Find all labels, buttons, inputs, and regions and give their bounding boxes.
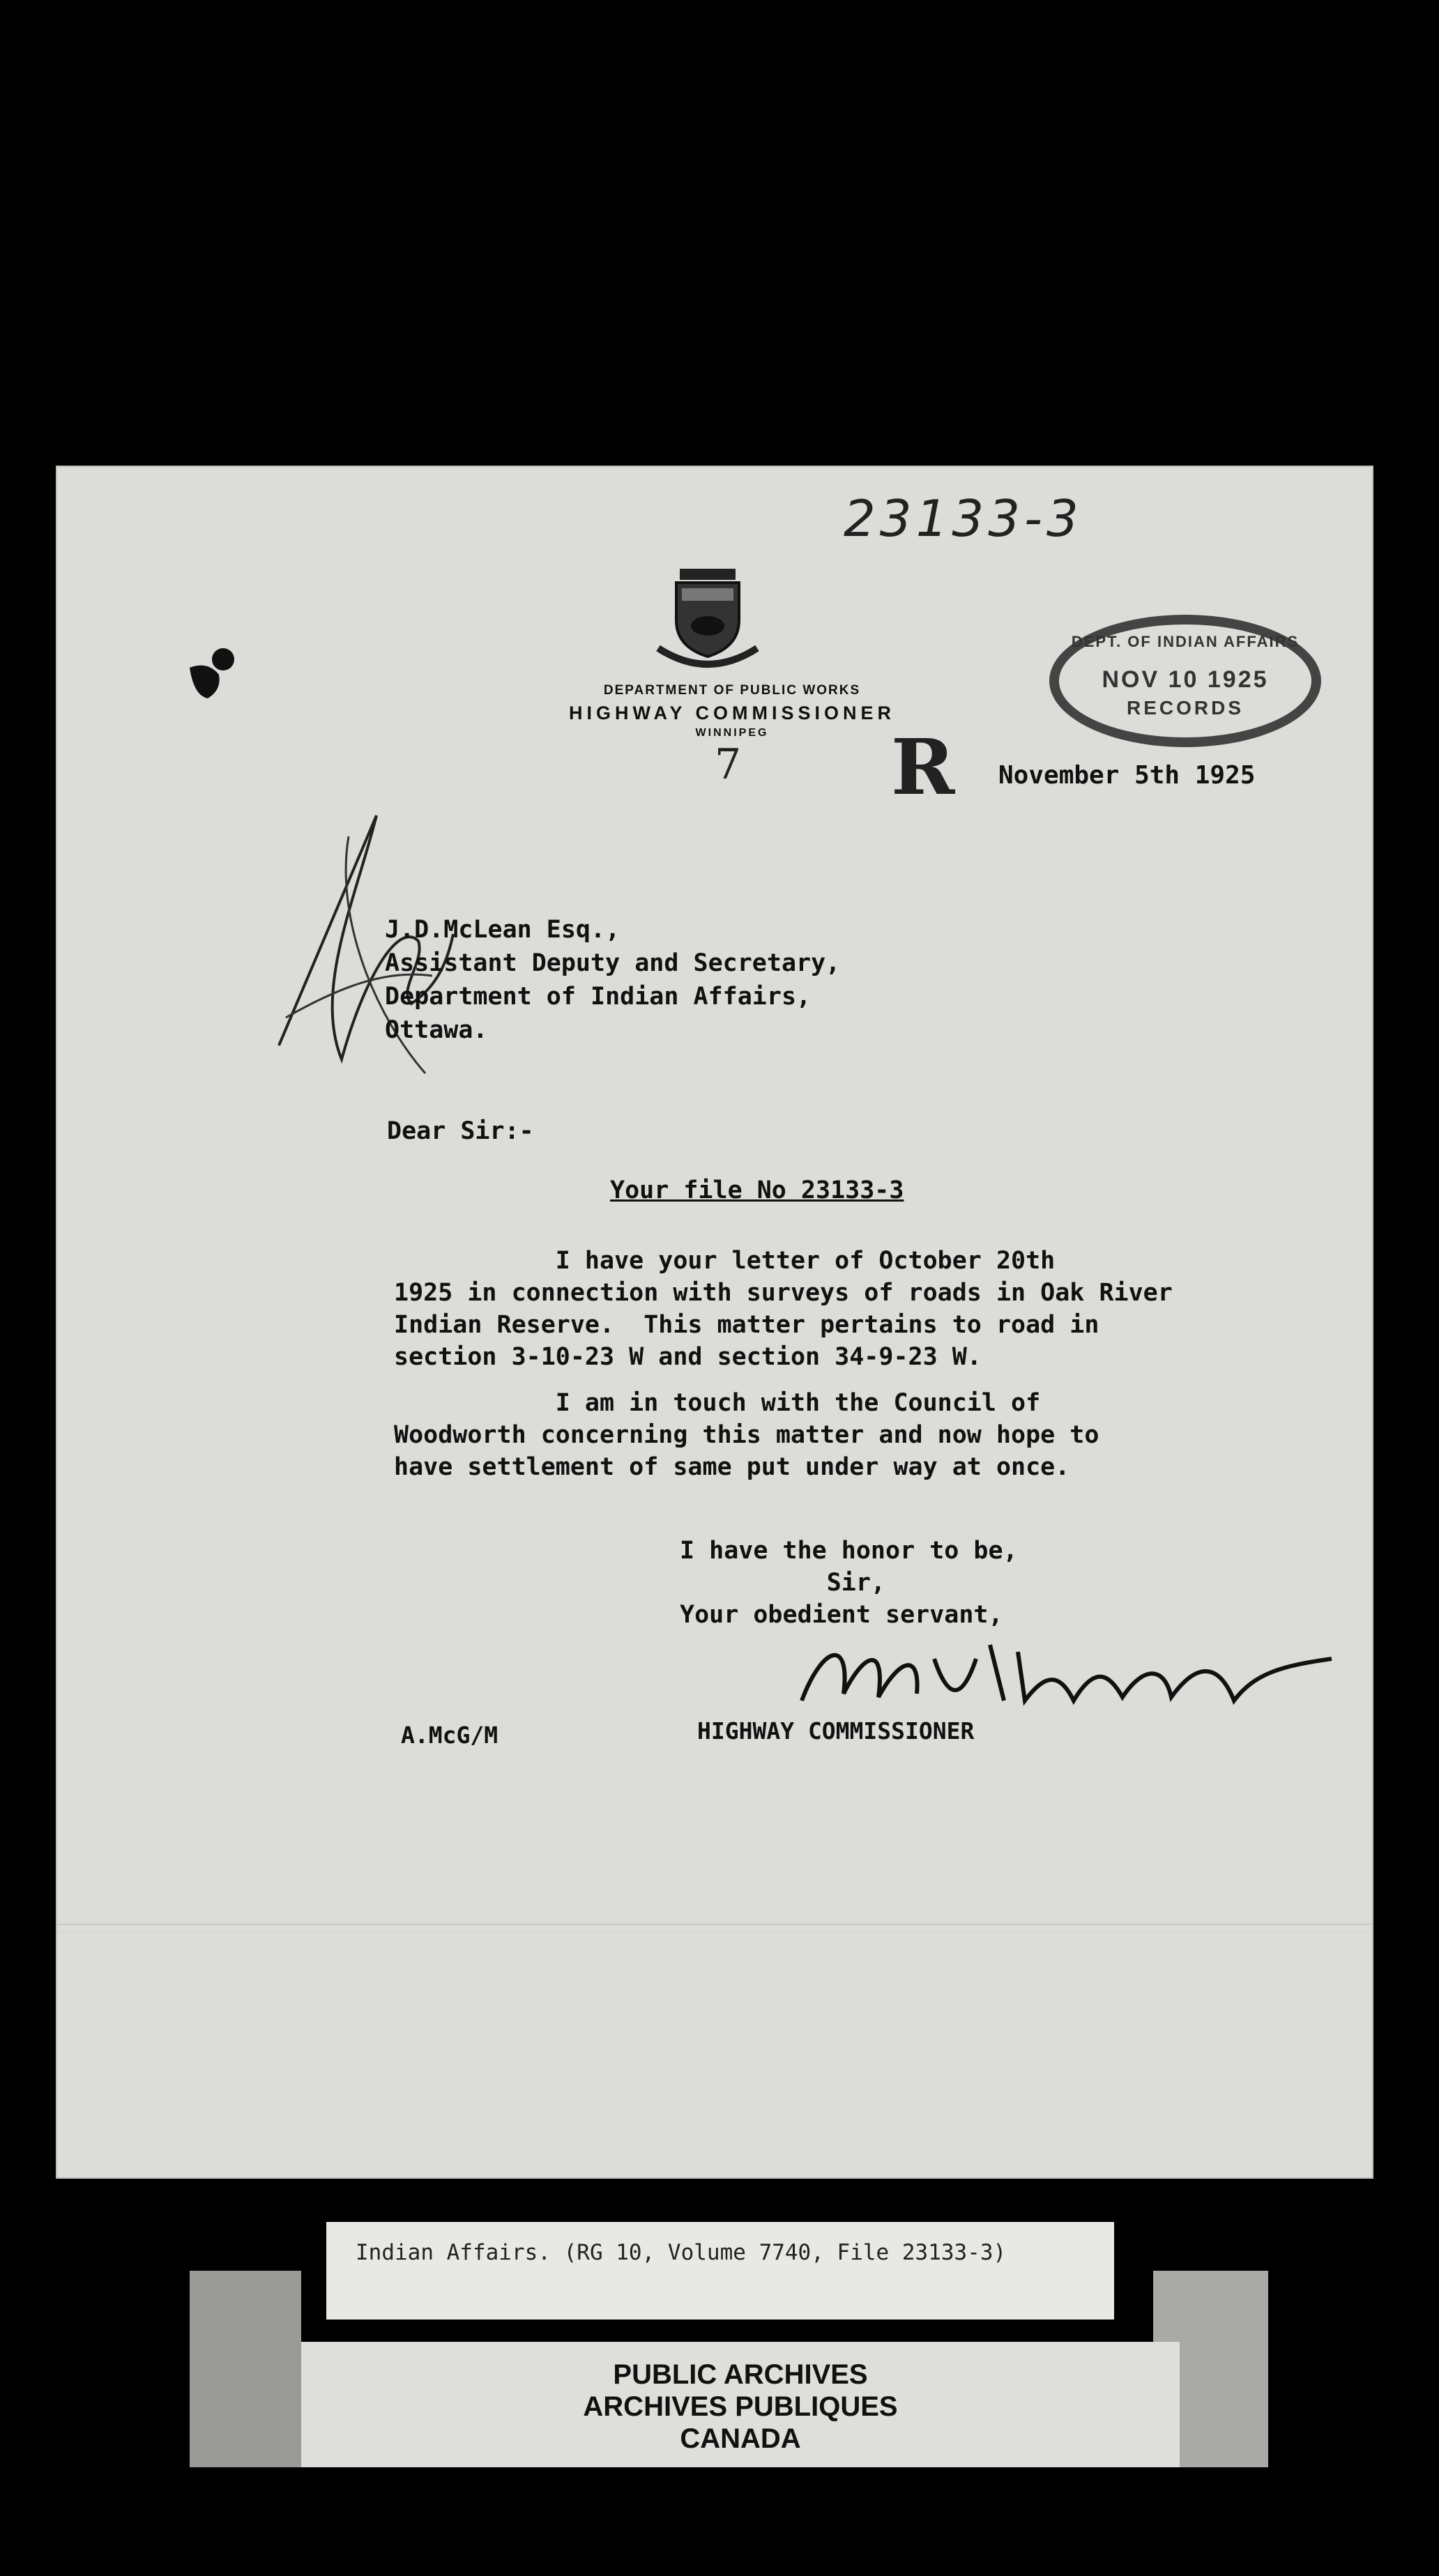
body-paragraph: I am in touch with the Council of Woodworth concerning this matter and now hope to have settlement of same put under way at once. [394,1389,1099,1481]
file-reference: Your file No 23133-3 [610,1176,904,1204]
body-paragraph: I have your letter of October 20th 1925 in connection with surveys of roads in Oak River Indian Reserve. This matter pertains to road in section 3-10-23 W and section 34-9-23 W. [394,1247,1173,1371]
archive-line: PUBLIC ARCHIVES [613,2359,868,2390]
archive-line: CANADA [680,2423,801,2454]
address-line: Department of Indian Affairs, [385,983,812,1011]
address-line: J.D.McLean Esq., [385,916,620,944]
handwritten-r-mark: R [891,722,955,812]
recipient-address [385,913,840,1047]
fold-line [57,1924,1372,1925]
address-line: Ottawa. [385,1016,488,1044]
fold-line-secondary [57,1932,1372,1933]
received-stamp [1049,615,1321,747]
stamp-records: RECORDS [1126,697,1244,719]
handwritten-signature [795,1631,1339,1728]
typist-initials: A.McG/M [401,1722,498,1749]
mount-left [190,2271,301,2467]
salutation: Dear Sir:- [387,1117,534,1145]
handwritten-seven: 7 [715,740,742,789]
stamp-date: NOV 10 1925 [1102,666,1269,693]
manitoba-crest-icon [648,565,767,676]
address-line: Assistant Deputy and Secretary, [385,949,841,977]
handwritten-file-number: 23133-3 [844,489,1083,548]
archive-stamp-label [301,2342,1180,2467]
archive-line: ARCHIVES PUBLIQUES [583,2391,898,2422]
letterhead-department: DEPARTMENT OF PUBLIC WORKS [603,683,861,698]
signatory-title: HIGHWAY COMMISSIONER [697,1717,975,1745]
ink-blot [187,647,236,703]
letterhead-city: WINNIPEG [695,727,769,739]
letter-date: November 5th 1925 [998,761,1256,790]
letterhead-office: HIGHWAY COMMISSIONER [568,703,896,723]
closing: I have the honor to be, Sir, Your obedient servant, [680,1537,1018,1629]
stamp-department: DEPT. OF INDIAN AFFAIRS [1071,633,1300,650]
archive-citation-label: Indian Affairs. (RG 10, Volume 7740, File 23133-3) [326,2222,1114,2320]
